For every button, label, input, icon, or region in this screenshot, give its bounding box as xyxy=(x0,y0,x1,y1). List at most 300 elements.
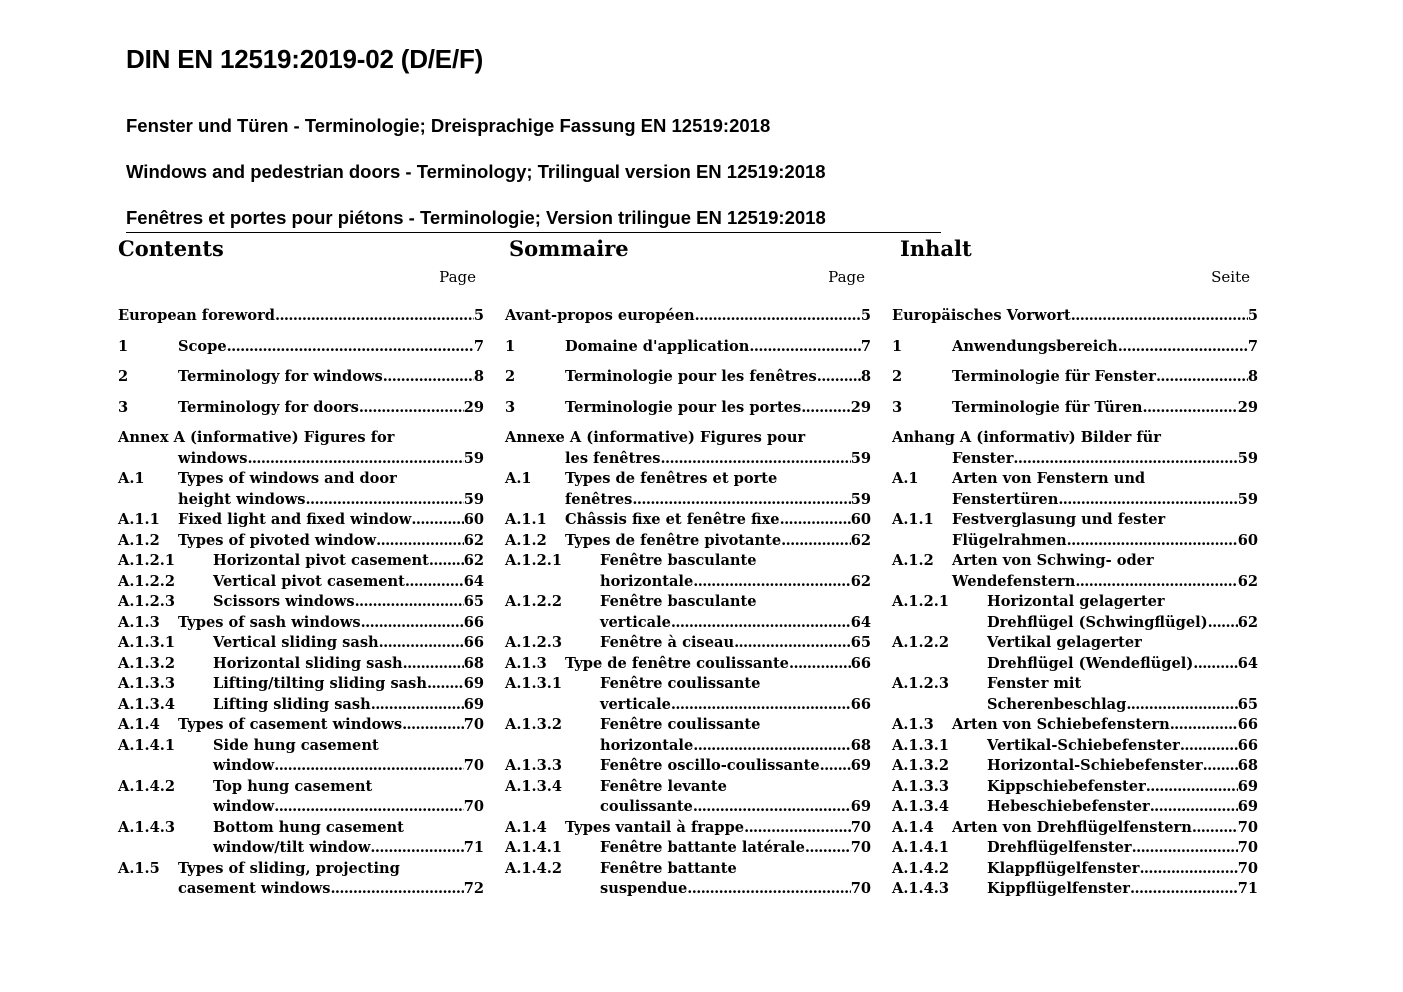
toc-page-number: 64 xyxy=(1237,654,1258,672)
toc-entry-number: A.1.2 xyxy=(505,531,547,549)
toc-entry-title: fenêtres xyxy=(565,490,633,508)
page-label: Page xyxy=(828,268,865,286)
toc-entry[interactable] xyxy=(118,613,484,634)
toc-entry[interactable] xyxy=(118,510,484,531)
toc-entry-title: Type de fenêtre coulissante xyxy=(565,654,789,672)
toc-entry[interactable] xyxy=(505,674,871,715)
toc-entry-title: Top hung casement xyxy=(213,777,373,795)
toc-entry[interactable] xyxy=(118,572,484,593)
dot-leader xyxy=(693,797,851,818)
toc-page-number: 59 xyxy=(1237,449,1258,467)
toc-entry-number: 3 xyxy=(118,398,129,416)
toc-page-number: 29 xyxy=(463,398,484,416)
toc-entry[interactable] xyxy=(505,531,871,552)
dot-leader xyxy=(695,306,861,327)
toc-entry-title: Lifting sliding sash xyxy=(213,695,371,713)
dot-leader xyxy=(1203,756,1238,777)
toc-entry-number: A.1.3.4 xyxy=(892,798,950,815)
dot-leader xyxy=(671,613,851,634)
dot-leader xyxy=(379,633,464,654)
toc-entry-title: Klappflügelfenster xyxy=(987,859,1140,877)
toc-entry-title: Types of casement windows xyxy=(178,716,403,733)
toc-entry-number: A.1.3.1 xyxy=(892,736,950,754)
dot-leader xyxy=(402,715,464,736)
toc-entry[interactable] xyxy=(118,367,484,388)
toc-entry-title: Arten von Fenstern und xyxy=(952,470,1146,487)
toc-entry-title: Types of sash windows xyxy=(178,613,361,631)
dot-leader xyxy=(1142,398,1237,419)
toc-page-number: 60 xyxy=(1237,531,1258,549)
toc-heading: Sommaire xyxy=(509,236,629,261)
toc-page-number: 5 xyxy=(860,307,871,324)
toc-entry[interactable] xyxy=(505,510,871,531)
dot-leader xyxy=(693,572,850,593)
toc-entry-number: A.1.2.2 xyxy=(505,593,563,610)
toc-page-number: 68 xyxy=(1237,757,1258,774)
toc-entry-number: A.1.4.2 xyxy=(505,859,563,877)
toc-entry-title: European foreword xyxy=(118,307,275,324)
title-english: Windows and pedestrian doors - Terminology; Trilingual version EN 12519:2018 xyxy=(126,161,826,182)
toc-page-number: 69 xyxy=(1237,798,1258,815)
toc-entry-number: A.1.3.2 xyxy=(118,654,176,672)
toc-entry-title: window xyxy=(213,757,275,774)
toc-list xyxy=(118,306,484,900)
toc-entry-title: Terminology for windows xyxy=(178,368,383,385)
toc-entry[interactable] xyxy=(118,398,484,419)
toc-entry[interactable] xyxy=(118,531,484,552)
toc-entry[interactable] xyxy=(505,428,871,469)
toc-page-number: 62 xyxy=(850,572,871,590)
dot-leader xyxy=(274,797,463,818)
toc-entry[interactable] xyxy=(118,551,484,572)
toc-entry-number: A.1.2 xyxy=(118,531,160,549)
toc-entry-number: A.1.3.3 xyxy=(892,777,950,795)
dot-leader xyxy=(661,449,851,470)
toc-entry[interactable] xyxy=(892,398,1258,419)
dot-leader xyxy=(817,367,861,388)
toc-entry[interactable] xyxy=(118,777,484,818)
dot-leader xyxy=(820,756,851,777)
toc-entry-title: Domaine d'application xyxy=(565,337,750,355)
toc-entry-number: A.1 xyxy=(505,470,532,487)
toc-page-number: 71 xyxy=(1237,880,1258,897)
dot-leader xyxy=(1150,797,1238,818)
toc-entry-number: A.1.2.3 xyxy=(892,675,950,692)
page-label: Seite xyxy=(1211,268,1250,286)
toc-entry-title: Fenêtre battante latérale xyxy=(600,839,805,856)
dot-leader xyxy=(306,490,464,511)
toc-entry-title: windows xyxy=(178,449,248,467)
toc-entry-number: A.1.2.2 xyxy=(892,634,950,651)
toc-entry[interactable] xyxy=(118,469,484,510)
toc-page-number: 59 xyxy=(463,449,484,467)
dot-leader xyxy=(1126,695,1237,716)
toc-entry-number: A.1.2.1 xyxy=(118,552,176,569)
toc-entry-title: Fenêtre basculante xyxy=(600,593,757,610)
toc-entry[interactable] xyxy=(505,398,871,419)
dot-leader xyxy=(403,654,464,675)
toc-entry-title: Lifting/tilting sliding sash xyxy=(213,675,427,692)
toc-entry-number: A.1.4.1 xyxy=(118,736,176,754)
toc-entry-number: A.1.5 xyxy=(118,859,160,877)
toc-entry-number: A.1.3.2 xyxy=(505,716,563,733)
toc-entry-title: Fenêtre battante xyxy=(600,859,737,877)
toc-entry[interactable] xyxy=(892,859,1258,880)
toc-page-number: 71 xyxy=(463,839,484,856)
toc-entry-title: Horizontal-Schiebefenster xyxy=(987,757,1203,774)
toc-entry[interactable] xyxy=(892,736,1258,757)
toc-entry-number: A.1.2.3 xyxy=(118,593,176,610)
toc-entry-title: Types de fenêtre pivotante xyxy=(565,531,782,549)
toc-entry[interactable] xyxy=(505,367,871,388)
dot-leader xyxy=(801,398,850,419)
toc-entry[interactable] xyxy=(505,756,871,777)
toc-entry-number: A.1.2.2 xyxy=(118,572,176,590)
toc-entry[interactable] xyxy=(118,695,484,716)
dot-leader xyxy=(355,592,464,613)
toc-entry[interactable] xyxy=(118,592,484,613)
toc-entry-title: Drehflügel (Schwingflügel) xyxy=(987,613,1208,631)
toc-entry-title: suspendue xyxy=(600,880,688,897)
toc-entry-number: 2 xyxy=(505,368,516,385)
page-label: Page xyxy=(439,268,476,286)
toc-entry-title: Fenêtre coulissante xyxy=(600,716,761,733)
toc-page-number: 66 xyxy=(463,613,484,631)
dot-leader xyxy=(1075,572,1237,593)
toc-entry-title: Flügelrahmen xyxy=(952,531,1067,549)
toc-entry[interactable] xyxy=(892,715,1258,736)
toc-entry-title: Horizontal pivot casement xyxy=(213,552,429,569)
toc-entry-title: window/tilt window xyxy=(213,839,371,856)
dot-leader xyxy=(371,695,464,716)
toc-heading: Inhalt xyxy=(900,236,972,261)
toc-page-number: 66 xyxy=(850,654,871,672)
dot-leader xyxy=(330,879,463,900)
toc-page-number: 7 xyxy=(473,337,484,355)
toc-page-number: 68 xyxy=(850,736,871,754)
toc-entry-number: A.1.3.1 xyxy=(505,675,563,692)
toc-page-number: 69 xyxy=(463,675,484,692)
toc-entry-number: A.1.3.1 xyxy=(118,634,176,651)
toc-entry[interactable] xyxy=(505,306,871,327)
toc-entry[interactable] xyxy=(505,337,871,358)
dot-leader xyxy=(1192,818,1238,839)
toc-entry-title: Terminologie für Fenster xyxy=(952,368,1156,385)
toc-entry[interactable] xyxy=(118,818,484,859)
toc-page-number: 7 xyxy=(1247,337,1258,355)
toc-entry[interactable] xyxy=(892,674,1258,715)
toc-page-number: 60 xyxy=(850,511,871,528)
toc-entry-title: Types vantail à frappe xyxy=(565,818,745,836)
toc-page-number: 5 xyxy=(473,307,484,324)
toc-entry-number: 2 xyxy=(892,368,903,385)
dot-leader xyxy=(247,449,463,470)
toc-page-number: 65 xyxy=(850,634,871,651)
toc-entry-title: window xyxy=(213,798,275,815)
toc-entry-title: Arten von Drehflügelfenstern xyxy=(952,818,1192,836)
toc-entry[interactable] xyxy=(892,592,1258,633)
toc-entry-number: A.1.2.1 xyxy=(892,593,950,610)
toc-entry[interactable] xyxy=(892,306,1258,327)
toc-page-number: 62 xyxy=(1237,572,1258,590)
toc-entry-title: horizontale xyxy=(600,572,694,590)
toc-page-number: 64 xyxy=(463,572,484,590)
toc-page-number: 62 xyxy=(1237,613,1258,631)
toc-entry-title: Festverglasung und fester xyxy=(952,511,1166,528)
toc-entry-title: Types de fenêtres et porte xyxy=(565,470,778,487)
toc-entry-number: 1 xyxy=(118,337,129,355)
toc-list xyxy=(505,306,871,900)
toc-page-number: 70 xyxy=(463,757,484,774)
toc-page-number: 60 xyxy=(463,511,484,528)
toc-page-number: 69 xyxy=(850,798,871,815)
toc-entry-title: Drehflügel (Wendeflügel) xyxy=(987,654,1194,672)
dot-leader xyxy=(1208,613,1238,634)
toc-entry-number: A.1.3.2 xyxy=(892,757,950,774)
dot-leader xyxy=(734,633,851,654)
dot-leader xyxy=(805,838,851,859)
toc-entry-title: Vertikal gelagerter xyxy=(987,634,1142,651)
toc-entry-title: Drehflügelfenster xyxy=(987,839,1132,856)
toc-entry-number: A.1.3.3 xyxy=(505,757,563,774)
toc-entry[interactable] xyxy=(892,633,1258,674)
toc-entry[interactable] xyxy=(505,859,871,900)
title-german: Fenster und Türen - Terminologie; Dreisprachige Fassung EN 12519:2018 xyxy=(126,115,771,136)
toc-entry-number: A.1.4.3 xyxy=(892,880,950,897)
toc-entry[interactable] xyxy=(118,306,484,327)
dot-leader xyxy=(1130,879,1238,900)
dot-leader xyxy=(749,337,860,358)
toc-entry-number: A.1 xyxy=(892,470,919,487)
title-french: Fenêtres et portes pour piétons - Terminologie; Version trilingue EN 12519:2018 xyxy=(126,207,826,228)
toc-entry-title: Châssis fixe et fenêtre fixe xyxy=(565,511,780,528)
toc-entry-number: 1 xyxy=(505,337,516,355)
toc-entry-number: 2 xyxy=(118,368,129,385)
toc-entry-title: Horizontal sliding sash xyxy=(213,654,403,672)
toc-entry[interactable] xyxy=(892,879,1258,900)
toc-page-number: 70 xyxy=(850,839,871,856)
toc-entry[interactable] xyxy=(505,715,871,756)
toc-entry-title: Vertikal-Schiebefenster xyxy=(987,736,1180,754)
toc-entry-number: A.1.4.1 xyxy=(892,839,950,856)
dot-leader xyxy=(383,367,474,388)
toc-entry-title: horizontale xyxy=(600,736,694,754)
dot-leader xyxy=(1193,654,1237,675)
document-id: DIN EN 12519:2019-02 (D/E/F) xyxy=(126,44,484,74)
toc-entry-title: Kippflügelfenster xyxy=(987,880,1130,897)
toc-entry-title: Scherenbeschlag xyxy=(987,695,1127,713)
toc-entry-title: Vertical sliding sash xyxy=(213,634,379,651)
toc-entry[interactable] xyxy=(118,736,484,777)
toc-page-number: 8 xyxy=(1247,368,1258,385)
toc-entry-number: 3 xyxy=(505,398,516,416)
toc-entry[interactable] xyxy=(118,715,484,736)
toc-entry-number: A.1.4.2 xyxy=(892,859,950,877)
toc-entry-title: Anwendungsbereich xyxy=(952,337,1118,355)
toc-page-number: 72 xyxy=(463,880,484,897)
toc-page-number: 29 xyxy=(1237,398,1258,416)
dot-leader xyxy=(687,879,850,900)
dot-leader xyxy=(1067,531,1238,552)
dot-leader xyxy=(1132,838,1238,859)
toc-entry-title: Europäisches Vorwort xyxy=(892,307,1071,324)
toc-page-number: 66 xyxy=(1237,736,1258,754)
toc-page-number: 7 xyxy=(860,337,871,355)
toc-page-number: 8 xyxy=(473,368,484,385)
toc-entry[interactable] xyxy=(118,654,484,675)
toc-entry[interactable] xyxy=(892,777,1258,798)
toc-entry-title: Fenêtre basculante xyxy=(600,552,757,569)
dot-leader xyxy=(744,818,851,839)
dot-leader xyxy=(361,613,464,634)
dot-leader xyxy=(693,736,850,757)
dot-leader xyxy=(275,306,474,327)
toc-entry-title: Vertical pivot casement xyxy=(213,572,405,590)
toc-entry[interactable] xyxy=(892,797,1258,818)
toc-entry-title: Arten von Schiebefenstern xyxy=(952,716,1170,733)
toc-entry-title: Kippschiebefenster xyxy=(987,777,1146,795)
toc-page-number: 8 xyxy=(860,368,871,385)
toc-entry[interactable] xyxy=(505,469,871,510)
toc-page-number: 65 xyxy=(463,593,484,610)
toc-entry-title: Fixed light and fixed window xyxy=(178,511,412,528)
toc-column-english xyxy=(118,232,484,900)
toc-entry-number: A.1.1 xyxy=(118,511,160,528)
toc-page-number: 59 xyxy=(850,490,871,508)
toc-entry-title: Fenster mit xyxy=(987,675,1082,692)
toc-entry-title: Fenêtre oscillo-coulissante xyxy=(600,757,820,774)
toc-page-number: 59 xyxy=(1237,490,1258,508)
toc-entry-title: Terminologie pour les fenêtres xyxy=(565,368,817,385)
toc-heading: Contents xyxy=(118,236,224,261)
toc-entry[interactable] xyxy=(505,654,871,675)
toc-entry-title: Scope xyxy=(178,337,227,355)
toc-entry[interactable] xyxy=(118,337,484,358)
toc-entry[interactable] xyxy=(118,428,484,469)
dot-leader xyxy=(780,510,851,531)
toc-entry[interactable] xyxy=(118,674,484,695)
dot-leader xyxy=(632,490,850,511)
dot-leader xyxy=(411,510,463,531)
toc-entry-title: Annexe A (informative) Figures pour xyxy=(505,429,806,446)
toc-entry-title: verticale xyxy=(600,695,671,713)
dot-leader xyxy=(227,337,474,358)
toc-entry-title: Scissors windows xyxy=(213,593,355,610)
toc-entry[interactable] xyxy=(892,337,1258,358)
toc-entry-title: Fenêtre à ciseau xyxy=(600,634,735,651)
dot-leader xyxy=(1013,449,1237,470)
toc-entry-number: A.1.4.2 xyxy=(118,777,176,795)
toc-page-number: 62 xyxy=(463,552,484,569)
dot-leader xyxy=(274,756,463,777)
toc-entry-number: A.1.3 xyxy=(892,716,934,733)
toc-entry[interactable] xyxy=(892,551,1258,592)
toc-page-number: 70 xyxy=(850,818,871,836)
toc-entry-number: A.1.4.1 xyxy=(505,839,563,856)
toc-entry-number: A.1.1 xyxy=(505,511,547,528)
dot-leader xyxy=(1156,367,1248,388)
toc-entry[interactable] xyxy=(892,756,1258,777)
toc-entry[interactable] xyxy=(505,838,871,859)
toc-entry[interactable] xyxy=(505,551,871,592)
toc-entry[interactable] xyxy=(505,818,871,839)
toc-entry[interactable] xyxy=(892,469,1258,510)
toc-entry-number: A.1.2 xyxy=(892,552,934,569)
toc-entry[interactable] xyxy=(505,633,871,654)
toc-page-number: 59 xyxy=(850,449,871,467)
toc-entry[interactable] xyxy=(118,633,484,654)
toc-entry[interactable] xyxy=(892,367,1258,388)
dot-leader xyxy=(370,838,463,859)
toc-entry-title: Terminology for doors xyxy=(178,398,359,416)
toc-entry-number: A.1.4.3 xyxy=(118,818,176,836)
toc-entry-title: Fenstertüren xyxy=(952,490,1059,508)
dot-leader xyxy=(1071,306,1248,327)
toc-entry-title: Fenster xyxy=(952,449,1014,467)
toc-entry[interactable] xyxy=(505,777,871,818)
toc-page-number: 69 xyxy=(850,757,871,774)
toc-column-german xyxy=(892,232,1258,900)
toc-entry-title: Terminologie pour les portes xyxy=(565,398,802,416)
toc-entry[interactable] xyxy=(892,818,1258,839)
toc-page-number: 70 xyxy=(463,716,484,733)
toc-entry[interactable] xyxy=(892,510,1258,551)
toc-entry-title: Fenêtre levante xyxy=(600,777,727,795)
toc-page-number: 68 xyxy=(463,654,484,672)
toc-page-number: 29 xyxy=(850,398,871,416)
toc-page-number: 62 xyxy=(850,531,871,549)
dot-leader xyxy=(376,531,464,552)
toc-list xyxy=(892,306,1258,900)
toc-page-number: 69 xyxy=(463,695,484,713)
toc-entry-number: 3 xyxy=(892,398,903,416)
toc-entry-title: Types of windows and door xyxy=(178,470,397,487)
toc-page-number: 5 xyxy=(1247,307,1258,324)
toc-entry-title: height windows xyxy=(178,490,306,508)
dot-leader xyxy=(1058,490,1237,511)
toc-page-number: 69 xyxy=(1237,777,1258,795)
toc-page-number: 70 xyxy=(1237,818,1258,836)
toc-page-number: 59 xyxy=(463,490,484,508)
toc-entry-number: A.1.3.4 xyxy=(505,777,563,795)
toc-entry-number: A.1.4 xyxy=(505,818,547,836)
dot-leader xyxy=(671,695,851,716)
toc-entry-number: A.1.3 xyxy=(505,654,547,672)
toc-entry-title: Annex A (informative) Figures for xyxy=(118,429,395,446)
toc-entry-title: Arten von Schwing- oder xyxy=(952,552,1154,569)
toc-entry[interactable] xyxy=(892,838,1258,859)
toc-entry-title: Side hung casement xyxy=(213,736,379,754)
toc-page-number: 65 xyxy=(1237,695,1258,713)
dot-leader xyxy=(789,654,851,675)
toc-entry-title: verticale xyxy=(600,613,671,631)
toc-entry[interactable] xyxy=(505,592,871,633)
toc-entry-title: Fenêtre coulissante xyxy=(600,675,761,692)
toc-page-number: 62 xyxy=(463,531,484,549)
dot-leader xyxy=(427,674,464,695)
toc-entry-title: Terminologie für Türen xyxy=(952,398,1143,416)
toc-entry[interactable] xyxy=(892,428,1258,469)
toc-page-number: 66 xyxy=(463,634,484,651)
toc-entry-title: Avant-propos européen xyxy=(505,307,695,324)
dot-leader xyxy=(1139,859,1237,880)
toc-entry-number: A.1.2.1 xyxy=(505,552,563,569)
dot-leader xyxy=(781,531,851,552)
toc-entry[interactable] xyxy=(118,859,484,900)
toc-entry-title: Horizontal gelagerter xyxy=(987,593,1165,610)
dot-leader xyxy=(1146,777,1238,798)
toc-entry-title: Bottom hung casement xyxy=(213,818,404,836)
